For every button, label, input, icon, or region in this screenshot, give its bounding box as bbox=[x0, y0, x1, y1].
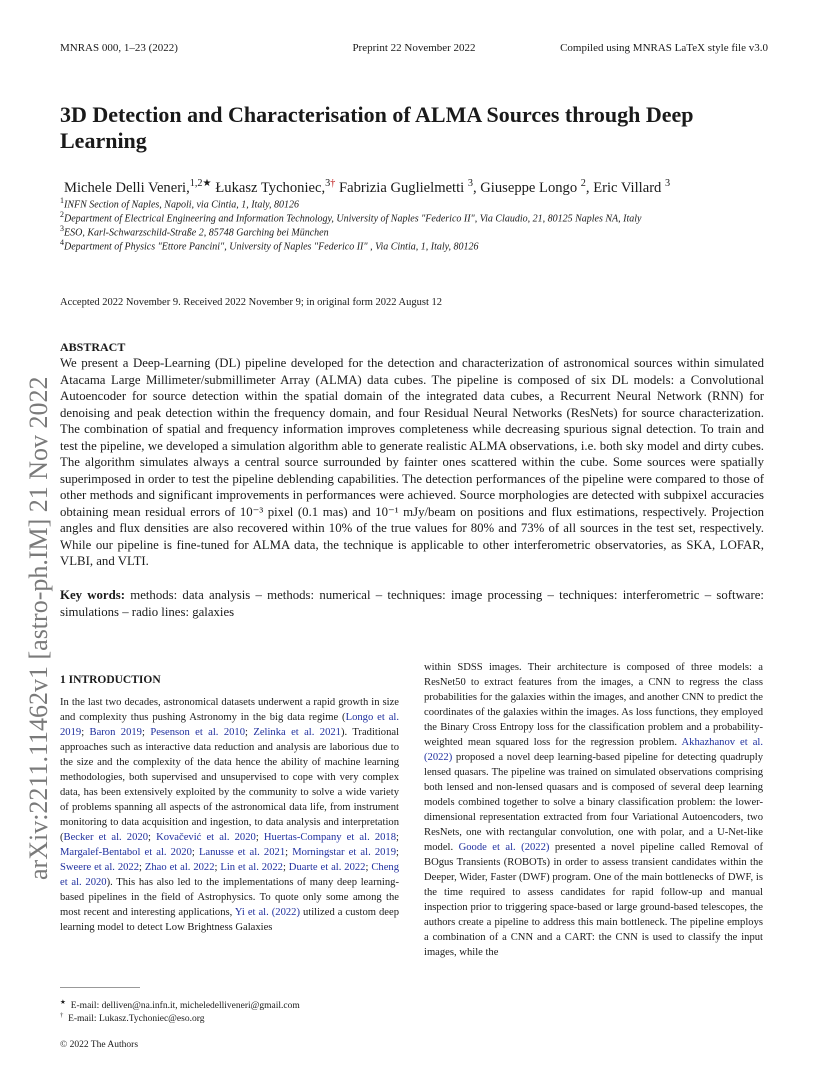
citation-link[interactable]: Baron 2019 bbox=[89, 727, 142, 738]
author-name: Łukasz Tychoniec, bbox=[211, 179, 326, 196]
footnote-mark: † bbox=[60, 1012, 64, 1019]
body-text: ). Traditional approaches such as interactive data reduction and analysis are laborious due to the size and the complexity of the data hence the ability of machine learning methodologies, both supervised and unsupervised to cope with very complex data, has been extensively exploited by the community to solve a wide variety of problems spanning all aspects of the astronomical data life, from instrument monitoring to data acquisition and ingestion, to data analysis and interpretation ( bbox=[60, 727, 400, 843]
body-text: ; bbox=[139, 862, 145, 873]
journal-reference: MNRAS 000, 1–23 (2022) bbox=[60, 42, 178, 54]
affiliation bbox=[60, 236, 479, 253]
citation-link[interactable]: Akhazhanov et al. (2022) bbox=[424, 737, 763, 763]
body-text: ). This has also led to the implementations of many deep learning-based pipelines in the field of Astrophysics. To quote only some among the most recent and interesting applications, bbox=[60, 877, 399, 918]
body-text: ; bbox=[148, 832, 157, 843]
citation-link[interactable]: Margalef-Bentabol et al. 2020 bbox=[60, 847, 192, 858]
author-affil-sup: 3 bbox=[325, 178, 331, 189]
affiliation-text: Department of Electrical Engineering and Information Technology, University of Naples "Federico II", Via Claudio, 21, 80125 Naples NA, Italy bbox=[64, 213, 642, 225]
citation-link[interactable]: Lanusse et al. 2021 bbox=[198, 847, 286, 858]
body-text: presented a novel pipeline called Removal of BOgus Transients (ROBOTs) in order to assess transient candidates within the Deeper, Wider, Faster (DWF) program. One of the main bottlenecks of DWF, is the time required to assess candidates for rapid follow-up and manual inspection prior to triggering space-based or large ground-based telescopes, the authors create a pipeline to address this main bottleneck. The pipeline employs a combination of a CNN and a CART: the CNN is used to classify the input images, while the bbox=[424, 842, 763, 958]
abstract-body: We present a Deep-Learning (DL) pipeline developed for the detection and characterization of astronomical sources within simulated Atacama Large Millimeter/submillimeter Array (ALMA) data cubes. The pipeline is composed of six DL models: a Convolutional Autoencoder for source detection within the spatial domain of the integrated data cubes, a Recurrent Neural Network (RNN) for denoising and peak detection within the frequency domain, and four Residual Neural Networks (ResNets) for source characterization. The combination of spatial and frequency information improves completeness while decreasing spurious signal detection. To train and test the pipeline, we developed a simulation algorithm able to generate realistic ALMA observations, i.e. both sky model and dirty cubes. The algorithm simulates always a central source surrounded by fainter ones scattered within the cube. Some sources were spatially superimposed in order to test the pipeline deblending capabilities. The detection performances of the pipeline were compared to those of other methods and significant improvements in performances were achieved. Source morphologies are detected with subpixel accuracies obtaining mean residual errors of 10⁻³ pixel (0.1 mas) and 10⁻¹ mJy/beam on positions and flux estimations, respectively. Projection angles and flux densities are also recovered within 10% of the true values for 80% and 73% of all sources in the test set, respectively. While our pipeline is fine-tuned for ALMA data, the technique is applicable to other interferometric observatories, as SKA, LOFAR, VLBI, and VLTI. bbox=[60, 356, 764, 568]
author-name: Fabrizia Guglielmetti bbox=[335, 179, 468, 196]
body-text: ; bbox=[191, 847, 199, 858]
affiliation-number: 3 bbox=[60, 224, 64, 233]
author-affil-sup: 1,2★ bbox=[189, 178, 212, 189]
body-text: ; bbox=[141, 727, 151, 738]
footnote-text: E-mail: delliven@na.infn.it, micheledelliveneri@gmail.com bbox=[70, 1001, 300, 1012]
dagger-mark: † bbox=[330, 178, 336, 189]
keywords bbox=[60, 587, 764, 620]
affiliation-number: 1 bbox=[60, 196, 64, 205]
copyright: © 2022 The Authors bbox=[60, 1040, 139, 1050]
acceptance-dates: Accepted 2022 November 9. Received 2022 November 9; in original form 2022 August 12 bbox=[60, 297, 442, 308]
keywords-label: Key words: bbox=[60, 588, 125, 602]
affiliation-text: Department of Physics "Ettore Pancini", University of Naples "Federico II" , Via Cintia, 1, Italy, 80126 bbox=[64, 241, 479, 253]
preprint-date: Preprint 22 November 2022 bbox=[352, 42, 476, 54]
footnote-rule bbox=[60, 987, 140, 988]
citation-link[interactable]: Longo et al. 2019 bbox=[60, 712, 399, 738]
footnote bbox=[60, 1010, 204, 1025]
citation-link[interactable]: Zhao et al. 2022 bbox=[144, 862, 215, 873]
body-text: ; bbox=[396, 832, 399, 843]
citation-link[interactable]: Yi et al. (2022) bbox=[234, 907, 300, 918]
body-text: ; bbox=[282, 862, 289, 873]
body-text: within SDSS images. Their architecture is composed of three models: a ResNet50 to extract features from the images, a CNN to regress the class probabilities for the galaxies within the images, and another CNN to predict the coordinates of the galaxies within the images. As loss functions, they employed the Binary Cross Entropy loss for the classification problem and a probability-weighted mean squared loss for the regression problem. bbox=[424, 662, 763, 748]
citation-link[interactable]: Duarte et al. 2022 bbox=[288, 862, 366, 873]
citation-link[interactable]: Goode et al. (2022) bbox=[458, 842, 550, 853]
body-text: ; bbox=[285, 847, 293, 858]
body-text: ; bbox=[81, 727, 90, 738]
author-affil-sup: 2 bbox=[580, 178, 586, 189]
body-text: In the last two decades, astronomical datasets underwent a rapid growth in size and complexity thus pushing Astronomy in the big data regime ( bbox=[60, 697, 399, 723]
body-text: ; bbox=[396, 847, 399, 858]
citation-link[interactable]: Morningstar et al. 2019 bbox=[292, 847, 397, 858]
citation-link[interactable]: Becker et al. 2020 bbox=[63, 832, 148, 843]
footnote-text: E-mail: Lukasz.Tychoniec@eso.org bbox=[68, 1014, 205, 1025]
affiliation-number: 2 bbox=[60, 210, 64, 219]
author-affil-sup: 3 bbox=[665, 178, 671, 189]
author-affil-sup: 3 bbox=[467, 178, 473, 189]
intro-left-column bbox=[60, 695, 399, 935]
affiliation-text: ESO, Karl-Schwarzschild-Straße 2, 85748 Garching bei München bbox=[64, 227, 329, 239]
body-text: ; bbox=[214, 862, 221, 873]
citation-link[interactable]: Zelinka et al. 2021 bbox=[253, 727, 341, 738]
author-name: , Giuseppe Longo bbox=[472, 179, 581, 196]
footnote-mark: ★ bbox=[60, 999, 66, 1006]
affiliation-text: INFN Section of Naples, Napoli, via Cintia, 1, Italy, 80126 bbox=[64, 199, 299, 211]
citation-link[interactable]: Lin et al. 2022 bbox=[220, 862, 283, 873]
citation-link[interactable]: Cheng et al. 2020 bbox=[60, 862, 400, 888]
body-text: ; bbox=[245, 727, 254, 738]
abstract-heading: ABSTRACT bbox=[60, 340, 126, 354]
compiled-note: Compiled using MNRAS LaTeX style file v3.0 bbox=[560, 42, 768, 54]
arxiv-identifier-sidebar: arXiv:2211.11462v1 [astro-ph.IM] 21 Nov 2022 bbox=[24, 376, 53, 880]
paper-title: 3D Detection and Characterisation of ALMA Sources through Deep Learning bbox=[60, 102, 694, 153]
citation-link[interactable]: Huertas-Company et al. 2018 bbox=[263, 832, 397, 843]
affiliation-number: 4 bbox=[60, 238, 64, 247]
citation-link[interactable]: Kovačević et al. 2020 bbox=[156, 832, 256, 843]
keywords-text: methods: data analysis – methods: numerical – techniques: image processing – techniques: interferometric – software: simulations – radio lines: galaxies bbox=[60, 588, 764, 619]
intro-right-column bbox=[424, 660, 763, 960]
section-heading: 1 INTRODUCTION bbox=[60, 674, 161, 686]
body-text: ; bbox=[365, 862, 372, 873]
citation-link[interactable]: Pesenson et al. 2010 bbox=[150, 727, 246, 738]
author-name: Michele Delli Veneri, bbox=[64, 179, 190, 196]
body-text: proposed a novel deep learning-based pipeline for detecting quadruply lensed quasars. The pipeline was trained on simulated observations comprising both lensed and non-lensed quasars and is composed of several deep learning models combined together to solve a binary classification problem: the lower-dimensional representation extracted from four Variational Autoencoders, two ResNets, one with rectangular convolution, one with polar, and a U-Net-like model. bbox=[424, 752, 763, 853]
author-name: , Eric Villard bbox=[585, 179, 666, 196]
body-text: ; bbox=[255, 832, 264, 843]
citation-link[interactable]: Sweere et al. 2022 bbox=[60, 862, 140, 873]
body-text: utilized a custom deep learning model to detect Low Brightness Galaxies bbox=[60, 907, 399, 933]
